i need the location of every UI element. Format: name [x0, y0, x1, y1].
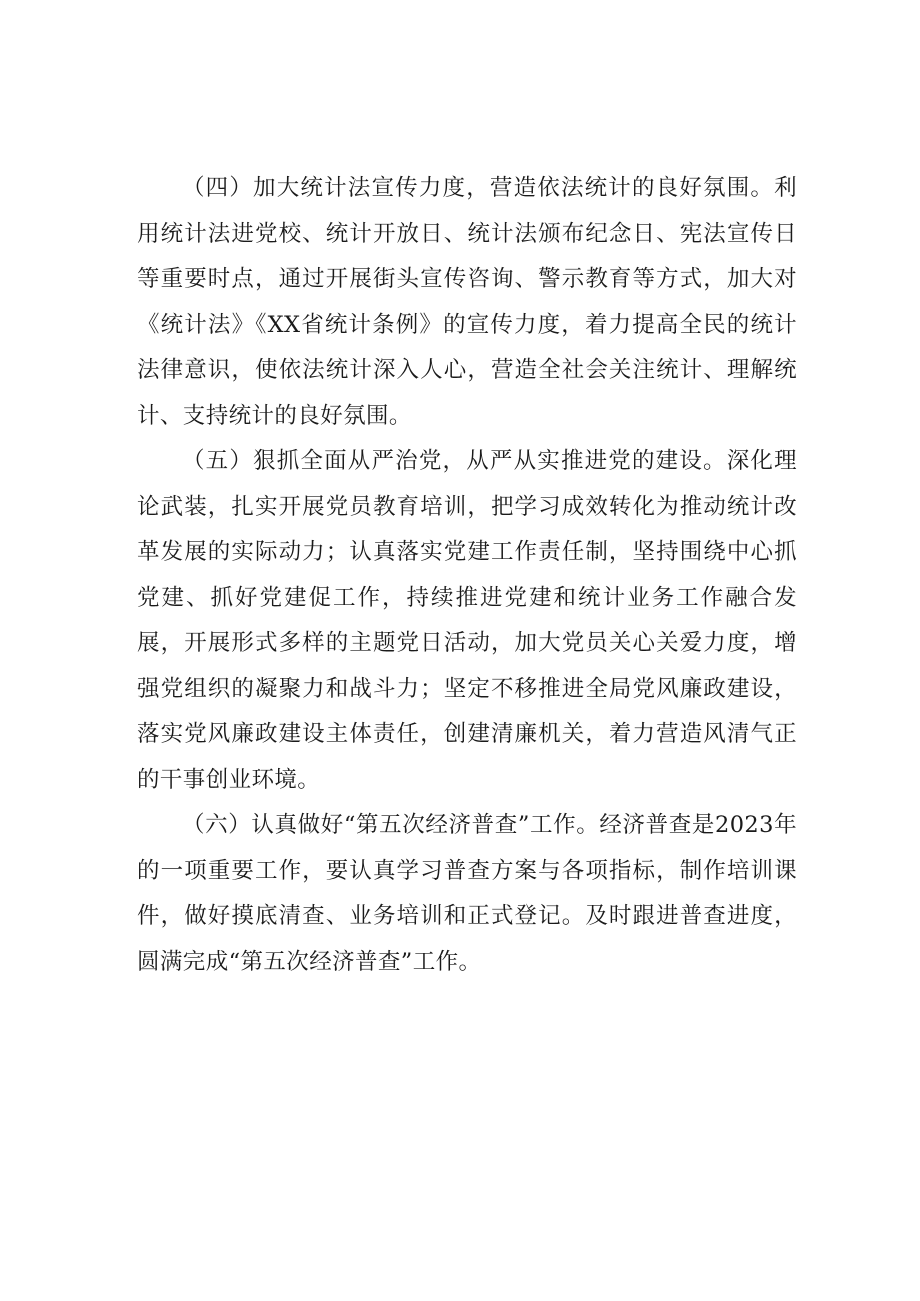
document-body — [137, 166, 797, 985]
paragraph-economic-census: （六）认真做好“第五次经济普查”工作。经济普查是2023年的一项重要工作，要认真学习普查方案与各项指标，制作培训课件，做好摸底清查、业务培训和正式登记。及时跟进普查进度，圆满完成“第五次经济普查”工作。 — [137, 812, 797, 975]
paragraph-party-building: （五）狠抓全面从严治党，从严从实推进党的建设。深化理论武装，扎实开展党员教育培训，把学习成效转化为推动统计改革发展的实际动力；认真落实党建工作责任制，坚持围绕中心抓党建、抓好党建促工作，持续推进党建和统计业务工作融合发展，开展形式多样的主题党日活动，加大党员关心关爱力度，增强党组织的凝聚力和战斗力；坚定不移推进全局党风廉政建设，落实党风廉政建设主体责任，创建清廉机关，着力营造风清气正的干事创业环境。 — [137, 448, 797, 793]
paragraph-statistics-law-publicity: （四）加大统计法宣传力度，营造依法统计的良好氛围。利用统计法进党校、统计开放日、统计法颁布纪念日、宪法宣传日等重要时点，通过开展街头宣传咨询、警示教育等方式，加大对《统计法》《XX省统计条例》的宣传力度，着力提高全民的统计法律意识，使依法统计深入人心，营造全社会关注统计、理解统计、支持统计的良好氛围。 — [137, 175, 797, 429]
